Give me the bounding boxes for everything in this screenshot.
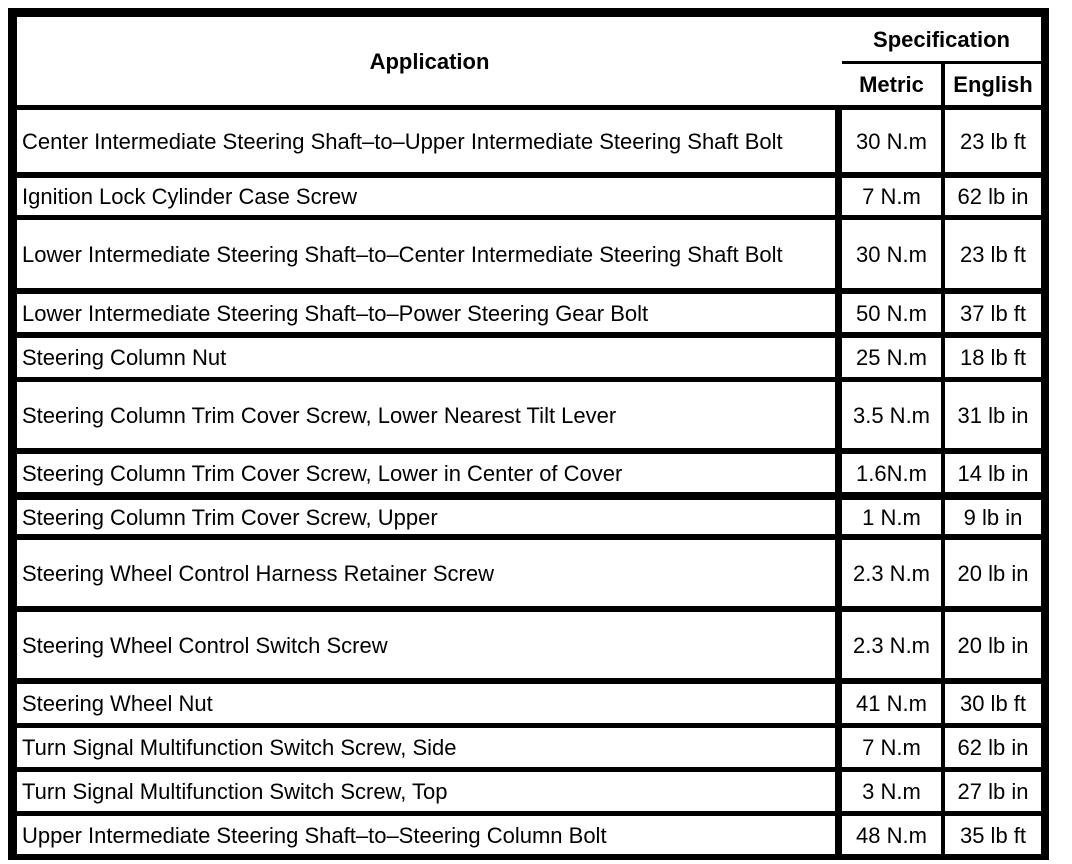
row-english: 23 lb ft [945, 220, 1041, 288]
row-english: 37 lb ft [945, 294, 1041, 332]
row-application: Steering Column Trim Cover Screw, Lower Nearest Tilt Lever [17, 382, 835, 448]
row-metric: 7 N.m [842, 728, 941, 767]
row-application: Steering Column Trim Cover Screw, Upper [17, 500, 835, 534]
row-application: Steering Column Nut [17, 338, 835, 377]
row-metric: 3 N.m [842, 772, 941, 811]
row-english: 35 lb ft [945, 816, 1041, 854]
row-metric: 2.3 N.m [842, 612, 941, 678]
row-english: 62 lb in [945, 728, 1041, 767]
row-application: Turn Signal Multifunction Switch Screw, Side [17, 728, 835, 767]
row-english: 62 lb in [945, 178, 1041, 215]
row-english: 27 lb in [945, 772, 1041, 811]
row-application: Center Intermediate Steering Shaft–to–Upper Intermediate Steering Shaft Bolt [17, 110, 835, 172]
row-application: Lower Intermediate Steering Shaft–to–Center Intermediate Steering Shaft Bolt [17, 220, 835, 288]
row-application: Lower Intermediate Steering Shaft–to–Power Steering Gear Bolt [17, 294, 835, 332]
row-english: 20 lb in [945, 540, 1041, 606]
header-application: Application [17, 17, 842, 105]
row-application: Turn Signal Multifunction Switch Screw, Top [17, 772, 835, 811]
row-metric: 25 N.m [842, 338, 941, 377]
header-metric: Metric [842, 64, 941, 105]
row-application: Steering Wheel Nut [17, 684, 835, 723]
row-metric: 2.3 N.m [842, 540, 941, 606]
row-english: 30 lb ft [945, 684, 1041, 723]
row-metric: 50 N.m [842, 294, 941, 332]
row-application: Steering Column Trim Cover Screw, Lower in Center of Cover [17, 454, 835, 492]
row-english: 18 lb ft [945, 338, 1041, 377]
row-english: 14 lb in [945, 454, 1041, 492]
row-english: 31 lb in [945, 382, 1041, 448]
header-english: English [945, 64, 1041, 105]
row-metric: 1.6N.m [842, 454, 941, 492]
row-metric: 41 N.m [842, 684, 941, 723]
row-application: Steering Wheel Control Harness Retainer Screw [17, 540, 835, 606]
row-english: 23 lb ft [945, 110, 1041, 172]
spec-table [8, 8, 1049, 860]
row-application: Ignition Lock Cylinder Case Screw [17, 178, 835, 215]
row-english: 20 lb in [945, 612, 1041, 678]
row-metric: 30 N.m [842, 110, 941, 172]
row-metric: 7 N.m [842, 178, 941, 215]
row-metric: 1 N.m [842, 500, 941, 534]
row-metric: 3.5 N.m [842, 382, 941, 448]
row-metric: 48 N.m [842, 816, 941, 854]
row-application: Steering Wheel Control Switch Screw [17, 612, 835, 678]
row-application: Upper Intermediate Steering Shaft–to–Steering Column Bolt [17, 816, 835, 854]
header-specification: Specification [842, 17, 1041, 61]
row-english: 9 lb in [945, 500, 1041, 534]
row-metric: 30 N.m [842, 220, 941, 288]
